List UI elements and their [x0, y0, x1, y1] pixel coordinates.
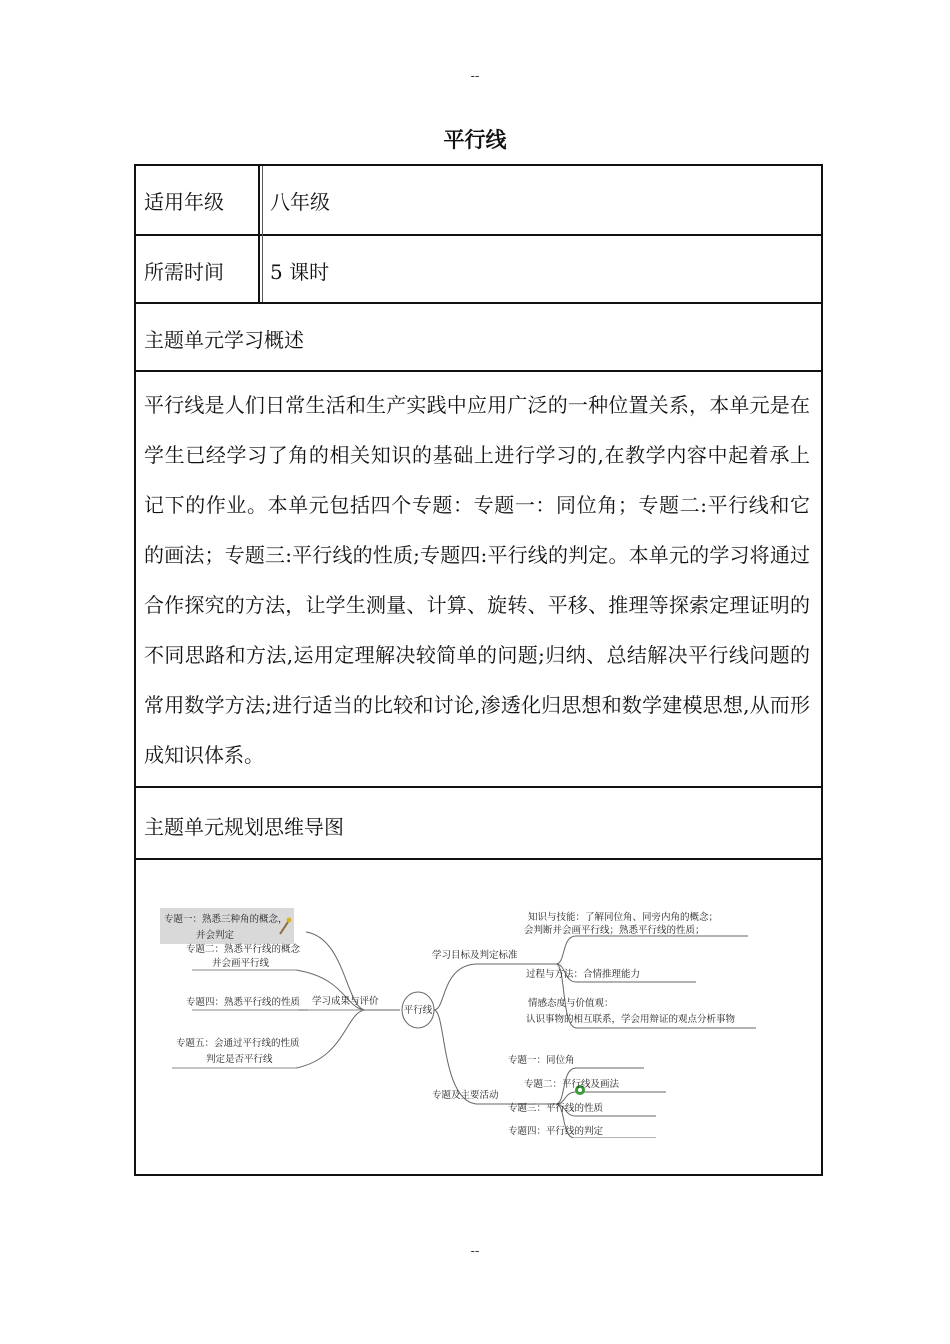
overview-text: 平行线是人们日常生活和生产实践中应用广泛的一种位置关系，本单元是在学生已经学习了角的相关知识的基础上进行学习的,在教学内容中起着承上记下的作业。本单元包括四个专题：专题一：同位角；专题二:平行线和它的画法；专题三:平行线的性质;专题四:平行线的判定。本单元的学习将通过合作探究的方法，让学生测量、计算、旋转、平移、推理等探索定理证明的不同思路和方法,运用定理解决较简单的问题;归纳、总结解决平行线问题的常用数学方法;进行适当的比较和讨论,渗透化归思想和数学建模思想,从而形成知识体系。 [144, 393, 810, 767]
mindmap-heading: 主题单元规划思维导图 [144, 815, 344, 839]
left-item-4-line-2: 判定是否平行线 [206, 1054, 273, 1065]
topic-item-2: 专题二：平行线及画法 [524, 1079, 620, 1090]
left-item-3: 专题四：熟悉平行线的性质 [186, 997, 301, 1008]
column-divider [258, 166, 260, 302]
goal-item-2: 过程与方法：合情推理能力 [526, 969, 641, 980]
row-divider [136, 370, 821, 372]
goal-item-3-line-2: 认识事物的相互联系，学会用辩证的观点分析事物 [526, 1014, 736, 1025]
time-value: 5 课时 [270, 260, 330, 284]
mindmap-goal-branch: 学习目标及判定标准 [432, 950, 518, 961]
row-divider [136, 234, 821, 236]
left-item-4-line-1: 专题五：会通过平行线的性质 [176, 1038, 300, 1049]
column-divider-inner [262, 166, 263, 302]
mindmap-topic-branch: 专题及主要活动 [432, 1090, 499, 1101]
grade-value: 八年级 [270, 190, 330, 214]
left-item-1-line-1: 专题一：熟悉三种角的概念， [164, 914, 288, 925]
left-item-2-line-1: 专题二：熟悉平行线的概念 [186, 944, 301, 955]
mind-map [156, 878, 756, 1138]
grade-label: 适用年级 [144, 190, 224, 214]
goal-item-1-line-1: 知识与技能：了解同位角、同旁内角的概念； [528, 912, 719, 923]
left-item-2-line-2: 并会画平行线 [212, 958, 270, 969]
page-mark-bottom: -- [470, 1243, 480, 1258]
goal-item-1-line-2: 会判断并会画平行线；熟悉平行线的性质； [524, 925, 705, 936]
row-divider [136, 302, 821, 304]
document-title: 平行线 [443, 128, 507, 152]
topic-item-1: 专题一：同位角 [508, 1055, 575, 1066]
time-label: 所需时间 [144, 260, 224, 284]
overview-heading: 主题单元学习概述 [144, 328, 304, 352]
left-item-1-line-2: 并会判定 [196, 930, 235, 941]
row-divider [136, 786, 821, 788]
goal-item-3-line-1: 情感态度与价值观： [528, 998, 614, 1009]
row-divider [136, 858, 821, 860]
mindmap-left-branch: 学习成果与评价 [312, 996, 379, 1007]
plan-table [134, 164, 823, 1176]
topic-item-3: 专题三：平行线的性质 [508, 1103, 604, 1114]
page-mark-top: -- [470, 68, 480, 83]
topic-item-4: 专题四：平行线的判定 [508, 1126, 604, 1137]
mindmap-center: 平行线 [403, 1005, 433, 1016]
